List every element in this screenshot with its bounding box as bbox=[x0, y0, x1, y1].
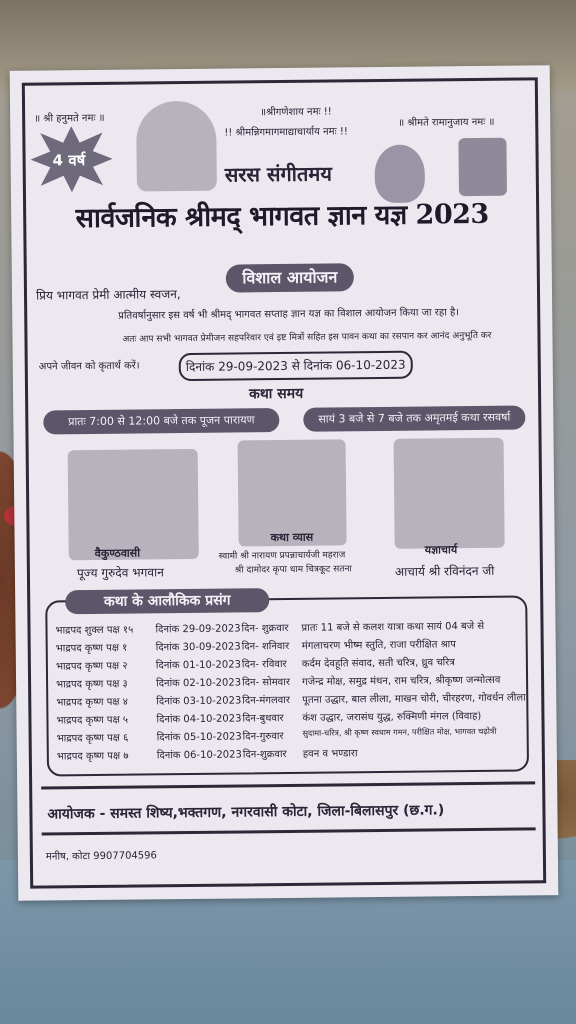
event-detail: हवन व भण्डारा bbox=[302, 748, 358, 760]
event-detail: प्रातः 11 बजे से कलश यात्रा कथा सायं 04 बजे से bbox=[301, 620, 485, 634]
dates-box: दिनांक 29-09-2023 से दिनांक 06-10-2023 bbox=[179, 351, 413, 381]
person-3-name: आचार्य श्री रविनंदन जी bbox=[394, 563, 495, 579]
event-day: दिन- शुक्रवार bbox=[241, 622, 289, 635]
morning-time-banner: प्रातः 7:00 से 12:00 बजे तक पूजन पारायण bbox=[43, 408, 279, 434]
event-paksha: भाद्रपद कृष्ण पक्ष १ bbox=[55, 642, 128, 655]
main-title: सार्वजनिक श्रीमद् भागवत ज्ञान यज्ञ 2023 bbox=[75, 198, 489, 235]
invocation-left: ॥ श्री हनुमते नमः ॥ bbox=[34, 112, 105, 125]
event-day: दिन-मंगलवार bbox=[242, 694, 291, 707]
person-1-name: पूज्य गुरुदेव भगवान bbox=[76, 565, 164, 581]
event-date: दिनांक 29-09-2023 bbox=[155, 623, 241, 636]
event-paksha: भाद्रपद कृष्ण पक्ष ६ bbox=[56, 732, 129, 745]
event-date: दिनांक 06-10-2023 bbox=[156, 749, 242, 762]
event-detail: सुदामा-चरित्र, श्री कृष्ण स्वधाम गमन, परीक्षित मोक्ष, भागवत चढ़ोत्री bbox=[302, 726, 497, 738]
yajnacharya-photo bbox=[394, 438, 505, 549]
event-day: दिन-शुक्रवार bbox=[242, 748, 287, 761]
event-day: दिन- शनिवार bbox=[241, 640, 290, 653]
event-day: दिन-बुधवार bbox=[242, 713, 284, 725]
events-heading: कथा के आलौकिक प्रसंग bbox=[65, 588, 269, 614]
banner-grand-event: विशाल आयोजन bbox=[226, 263, 354, 292]
event-detail: कंश उद्धार, जरासंध युद्ध, रुक्मिणी मंगल (विवाह) bbox=[302, 710, 482, 724]
event-paksha: भाद्रपद कृष्ण पक्ष ४ bbox=[56, 696, 128, 709]
event-date: दिनांक 02-10-2023 bbox=[156, 677, 242, 690]
event-paksha: भाद्रपद कृष्ण पक्ष २ bbox=[55, 660, 128, 673]
event-date: दिनांक 03-10-2023 bbox=[156, 695, 242, 708]
event-paksha: भाद्रपद कृष्ण पक्ष ३ bbox=[56, 678, 128, 691]
person-3-role: यज्ञाचार्य bbox=[424, 543, 458, 557]
intro-line-3: अपने जीवन को कृतार्थ करें। bbox=[38, 360, 140, 373]
event-detail: मंगलाचरण भीष्म स्तुति, राजा परीक्षित श्राप bbox=[301, 639, 456, 652]
event-date: दिनांक 01-10-2023 bbox=[155, 659, 241, 672]
intro-line-1: प्रतिवर्षानुसार इस वर्ष भी श्रीमद् भागवत सप्ताह ज्ञान यज्ञ का विशाल आयोजन किया जा रहा है। bbox=[118, 307, 460, 322]
event-paksha: भाद्रपद कृष्ण पक्ष ५ bbox=[56, 714, 129, 727]
event-day: दिन-गुरुवार bbox=[242, 731, 284, 743]
krishna-image bbox=[136, 101, 217, 192]
years-badge: 4 वर्ष bbox=[52, 151, 86, 170]
invocation-center-2: !! श्रीमन्निगमागमाद्याचार्याय नमः !! bbox=[224, 126, 348, 139]
person-2-role: कथा व्यास bbox=[270, 530, 314, 545]
event-paksha: भाद्रपद शुक्ल पक्ष १५ bbox=[55, 624, 134, 637]
person-2-place: श्री दामोदर कृपा धाम चित्रकूट सतना bbox=[234, 564, 352, 576]
gurudev-photo bbox=[68, 449, 199, 560]
subtitle: सरस संगीतमय bbox=[224, 161, 332, 187]
event-date: दिनांक 05-10-2023 bbox=[156, 731, 242, 744]
event-day: दिन- सोमवार bbox=[242, 676, 290, 689]
event-paksha: भाद्रपद कृष्ण पक्ष ७ bbox=[56, 750, 129, 763]
event-day: दिन- रविवार bbox=[241, 658, 287, 671]
katha-time-heading: कथा समय bbox=[248, 385, 304, 403]
person-1-role: वैकुण्ठवासी bbox=[94, 546, 141, 560]
flyer-sheet bbox=[10, 65, 559, 901]
ganesha-image bbox=[458, 138, 507, 196]
printer-credit: मनीष, कोटा 9907704596 bbox=[45, 850, 157, 863]
event-detail: पूतना उद्धार, बाल लीला, माखन चोरी, चीरहरण, गोवर्धन लीला bbox=[302, 692, 526, 706]
evening-time-banner: सायं 3 बजे से 7 बजे तक अमृतमई कथा रसवर्षा bbox=[303, 405, 525, 431]
event-detail: गजेन्द्र मोक्ष, समुद्र मंथन, राम चरित्र, श्रीकृष्ण जन्मोत्सव bbox=[302, 674, 501, 688]
intro-line-2: अतः आप सभी भागवत प्रेमीजन सहपरिवार एवं इष्ट मित्रों सहित इस पावन कथा का रसपान कर आनंद अनुभूति कर bbox=[122, 330, 492, 345]
event-date: दिनांक 04-10-2023 bbox=[156, 713, 242, 726]
event-detail: कर्दम देवहूति संवाद, सती चरित्र, ध्रुव चरित्र bbox=[301, 657, 455, 670]
event-date: दिनांक 30-09-2023 bbox=[155, 641, 241, 654]
person-2-name: स्वामी श्री नारायण प्रपन्नाचार्यजी महराज bbox=[218, 550, 346, 562]
organizer-text: आयोजक - समस्त शिष्य,भक्तगण, नगरवासी कोटा, जिला-बिलासपुर (छ.ग.) bbox=[47, 802, 445, 823]
greeting-text: प्रिय भागवत प्रेमी आत्मीय स्वजन, bbox=[35, 287, 181, 303]
invocation-center-1: ॥श्रीगणेशाय नमः !! bbox=[260, 106, 332, 119]
invocation-right: ॥ श्रीमते रामानुजाय नमः ॥ bbox=[398, 116, 495, 129]
